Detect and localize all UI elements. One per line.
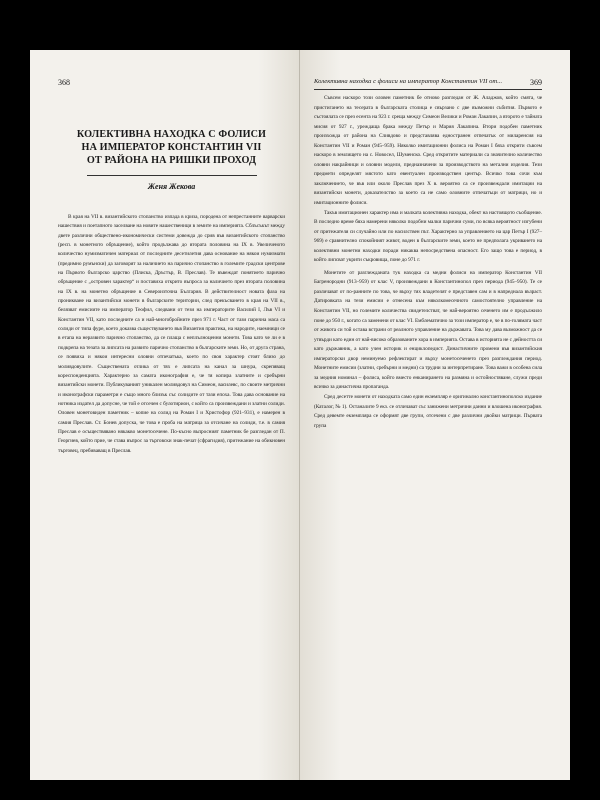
left-page-number: 368: [58, 78, 70, 87]
left-page: [30, 50, 300, 780]
article-title-line: КОЛЕКТИВНА НАХОДКА С ФОЛИСИ: [76, 129, 267, 140]
body-paragraph: Сред десетте монети от находката само един екземпляр е оригинално константинополско издание (Каталог, № 1). Останалите 9 екз. се отличават със занижени метрични данни и влошена иконография. Сред девемте екземпляра се оформят две групи, отсечени с две различни двойки матрици. Първата група: [314, 393, 542, 429]
running-head-title: Колективна находка с фолиси на император Константин VII от...: [314, 78, 503, 85]
right-page-number: 369: [530, 78, 542, 87]
body-paragraph: Съвсем наскоро този оловен паметник бе отново разгледан от Ж. Аладжов, който смята, че пристигането на тесерата в българската столица е свързано с две възможни събития. Първото е състоялата се през есента на 923 г. среща между Симеон Велики и Роман Лакапин, а второто е тайната мисия от 927 г., уреждаща брака между Петър и Мария Лакапина. Втори подобен паметник произхожда от района на Сливдово и представлява едностранен отпечатък от миларенсия на Константин VII и Роман (945–959). Няколко имитационни фолиса на Роман I бяха открити съвсем наскоро в землището на с. Новосел, Шуменско. Сред откритите материали са значително количество оловни накрайници и оловни модели, предназначени за производството на метални изделия. Тези предмети определят мястото като евентуален производствен център. Всичко това сочи към заключението, че във или около Преслав през X в. вероятно са се произвеждали имитации на византийски монети, доказателство за което са не само оловните отпечатъци от матрици, но и имитационните фолиси.: [314, 95, 542, 207]
left-body-text: [58, 213, 285, 456]
body-paragraph: В края на VII в. византийското стопанство изпада в криза, породена от непрестанните варварски нашествия и поетапното заселване на новите нашественици в земите на империята. Сблъсъкът между двете различни обществено-икономически системи довежда до срив във византийското стопанство (респ. в монетното обръщение), който продължава до втората половина на IX в. Увеличеното количество нумизматичен материал от последните десетилетия дава основание на някои нумизмати (предимно румънски) да заговорят за наличието на парично стопанство в големите градски центрове на Първото българско царство (Плиска, Дръстър, В. Преслав). Те въвеждат понятието парично обръщение с „островен характер“ и поставиха открито въпроса за наличието през втората половина на IX в. на монетно обръщение в Североизточна България. В действителност новата фаза на проникване на византийски монети в българските територии, след прекъсването в края на VII в., белязват емисиите на император Теофил, следвани от тези на императорите Василий I, Лъв VI и Константин VII, като последните са и най-многобройните през 971 г. Част от тази парична маса са солиди от типа фуре, което доказва съществуването във Византия практика, на народите, наемници се в етапа на неразвито парично стопанство, да се плаща с неплълноценни монети. Това като че ли е в подкрепа на тезата за липсата на развито парично стопанство в българските земи. Но, от друга страна, се появиха и някои интересни оловни отпечатъка, което по своя характер стоят близо до моливдовулите. Съществената отлика от тях е липсата на канал за шнура, скрепяващ кореспонденцията. Характерно за самата иконография е, че тя копира златните и сребърни византийски монети. Публикуваният уникален моливдовул на Симеон, василевс, по своите метрични и иконографски параметри е също много близък със солидите от тази епоха. Това дава основание на нотника издател да допусне, че той е отсечен с булотирион, с който са произвеждани и златни солиди. Оловен монетовиден паметник – копие на солид на Роман I и Христофор (921–931), е намерен в самия Преслав. Ст. Бонев допуска, че това е проба на матрица за отсичане на солиди, т.е. в самия Преслав е осъществявано някакво монетосечене. По-късно въпросният паметник бе разгледан от П. Георгиев, който прие, че става въпрос за търговски знак-печат (сфрагидия), притежание на обикновен търговец, пребиваващ в Преслав.: [58, 214, 285, 454]
body-paragraph: Такъв имитационен характер има и малката колективна находка, обект на настоящото съобщение. В последно време бяха намерени няколко подобни малки парични суми, по всяка вероятност изгубени от притежателя си случайно или по насилствен път. Характерно за управлението на цар Петър I (927–969) е сравнително спокойният живот, воден в българските земи, което не предполага укриването на колективни монетни находки поради никаква непосредствена опасност. Его защо това е период, в който липсват укрити съкровища, поне до 971 г.: [314, 209, 542, 264]
body-paragraph: Монетите от разглежданата тук находка са медни фолиси на император Константин VII Багренородни (913–959) от клас V, произвеждани в Константинопол през периода (945–950). Те се различават от по-ранните по това, че върху тях владетелят е представен сам и в напреднала възраст. Датировката на тези емисии е отнесена към няколкомесечното самостоятелно управление на Константин VII, но големите количества свидетелстват, че най-вероятно сеченето им е продължило поне до 950 г., когато са заменени от клас VI. Емблематично за този император е, че в по-голямата част от живота си той остава встрани от реалното управление на държавата. Това му дава възможност да се утвърди като един от най-високо образованите хора в империята. Остава в историята не с дейността си като държавник, а като учен историк и енциклопедист. Династичните промени във византийския императорски двор неминуемо рефлектират и върху монетосеченето през разглеждания период. Монетните емисии (златни, сребърни и медни) са трудни за интерпретиране. Това важи в особена сила за медния номинал – фолиса, който вместо енканирането на размяна и остойностяване, служи преди всичко за династична пропаганда.: [314, 269, 542, 391]
right-page: [300, 50, 570, 780]
title-divider: [87, 175, 257, 176]
book-spread: [30, 50, 570, 780]
article-title: [58, 128, 285, 167]
article-title-line: ОТ РАЙОНА НА РИШКИ ПРОХОД: [86, 155, 257, 166]
author-name: Женя Жекова: [147, 182, 196, 191]
right-body-text: [314, 94, 542, 431]
article-title-line: НА ИМПЕРАТОР КОНСТАНТИН VII: [81, 142, 262, 153]
running-head: [314, 78, 542, 90]
